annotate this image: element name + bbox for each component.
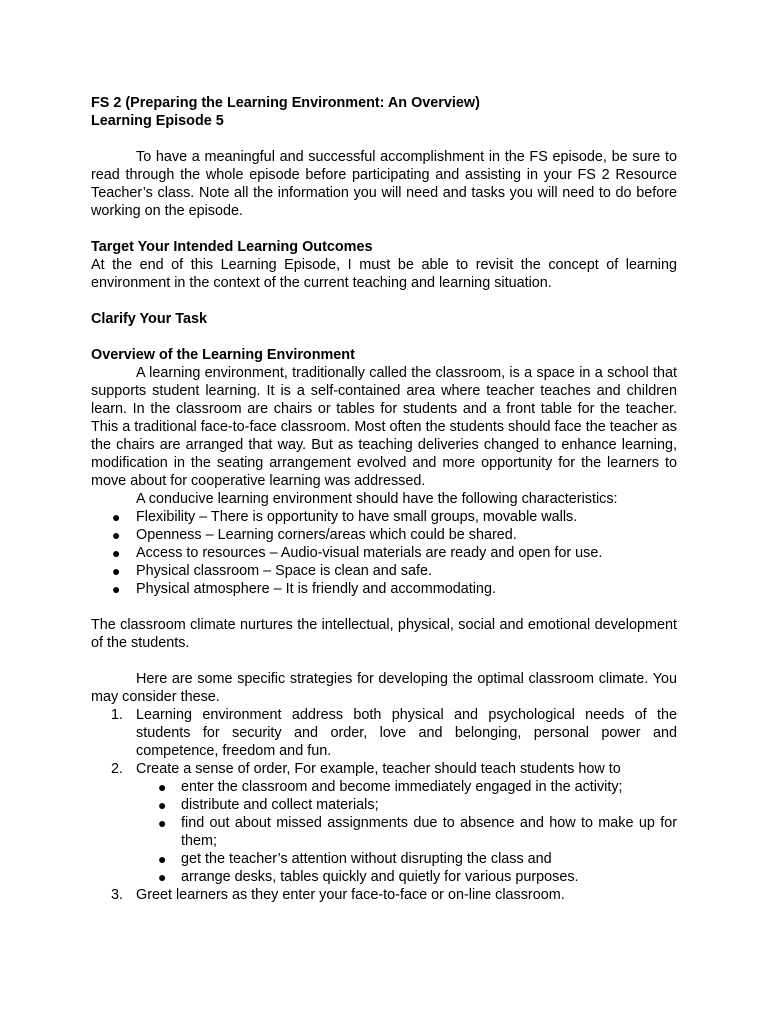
sub-list-item <box>136 814 677 850</box>
list-item <box>91 760 677 886</box>
document-page <box>91 94 677 904</box>
strategies-intro: Here are some specific strategies for developing the optimal classroom climate. You may consider these. <box>91 671 677 705</box>
list-item-text: Openness – Learning corners/areas which could be shared. <box>136 527 517 543</box>
sub-list-item-text: distribute and collect materials; <box>181 797 379 813</box>
clarify-heading: Clarify Your Task <box>91 311 207 327</box>
sub-list-item <box>136 778 677 796</box>
bullet-icon: ● <box>158 779 167 795</box>
strategies-list <box>91 706 677 904</box>
outcomes-heading: Target Your Intended Learning Outcomes <box>91 239 373 255</box>
document-title: FS 2 (Preparing the Learning Environment: An Overview) <box>91 95 480 111</box>
bullet-icon: ● <box>112 581 121 597</box>
bullet-icon: ● <box>112 509 121 525</box>
sub-list <box>136 778 677 886</box>
list-item <box>91 544 677 562</box>
list-item-text: Access to resources – Audio-visual materials are ready and open for use. <box>136 545 603 561</box>
list-item-text: Physical classroom – Space is clean and safe. <box>136 563 432 579</box>
sub-list-item-text: arrange desks, tables quickly and quietly for various purposes. <box>181 869 579 885</box>
sub-list-item <box>136 850 677 868</box>
outcomes-text: At the end of this Learning Episode, I must be able to revisit the concept of learning environment in the context of the current teaching and learning situation. <box>91 257 677 291</box>
list-item-text: Flexibility – There is opportunity to have small groups, movable walls. <box>136 509 578 525</box>
list-item-text: Learning environment address both physical and psychological needs of the students for security and order, love and belonging, personal power and competence, freedom and fun. <box>136 707 677 759</box>
characteristics-list <box>91 508 677 598</box>
list-item-text: Create a sense of order, For example, teacher should teach students how to <box>136 761 621 777</box>
list-number: 1. <box>111 707 124 723</box>
episode-label: Learning Episode 5 <box>91 113 224 129</box>
characteristics-intro: A conducive learning environment should have the following characteristics: <box>136 491 618 507</box>
list-item <box>91 526 677 544</box>
list-item <box>91 580 677 598</box>
list-item <box>91 562 677 580</box>
overview-paragraph: A learning environment, traditionally called the classroom, is a space in a school that supports student learning. It is a self-contained area where teacher teaches and children learn. In the classroom are chairs or tables for students and a front table for the teacher. This a traditional face-to-face classroom. Most often the students should face the teacher as the chairs are arranged that way. But as teaching deliveries changed to enhance learning, modification in the seating arrangement evolved and more opportunity for the learners to move about for cooperative learning was addressed. <box>91 365 677 489</box>
list-item <box>91 508 677 526</box>
bullet-icon: ● <box>158 869 167 885</box>
sub-list-item <box>136 868 677 886</box>
sub-list-item-text: get the teacher’s attention without disrupting the class and <box>181 851 552 867</box>
climate-paragraph: The classroom climate nurtures the intellectual, physical, social and emotional development of the students. <box>91 617 677 651</box>
list-item-text: Greet learners as they enter your face-to-face or on-line classroom. <box>136 887 565 903</box>
list-number: 3. <box>111 887 124 903</box>
bullet-icon: ● <box>158 797 167 813</box>
sub-list-item-text: find out about missed assignments due to absence and how to make up for them; <box>181 815 677 849</box>
intro-paragraph: To have a meaningful and successful accomplishment in the FS episode, be sure to read through the whole episode before participating and assisting in your FS 2 Resource Teacher’s class. Note all the information you will need and tasks you will need to do before working on the episode. <box>91 149 677 219</box>
list-item <box>91 706 677 760</box>
list-number: 2. <box>111 761 124 777</box>
list-item <box>91 886 677 904</box>
bullet-icon: ● <box>158 815 167 831</box>
sub-list-item-text: enter the classroom and become immediately engaged in the activity; <box>181 779 623 795</box>
bullet-icon: ● <box>112 527 121 543</box>
list-item-text: Physical atmosphere – It is friendly and accommodating. <box>136 581 496 597</box>
sub-list-item <box>136 796 677 814</box>
bullet-icon: ● <box>112 545 121 561</box>
bullet-icon: ● <box>112 563 121 579</box>
bullet-icon: ● <box>158 851 167 867</box>
overview-heading: Overview of the Learning Environment <box>91 347 355 363</box>
